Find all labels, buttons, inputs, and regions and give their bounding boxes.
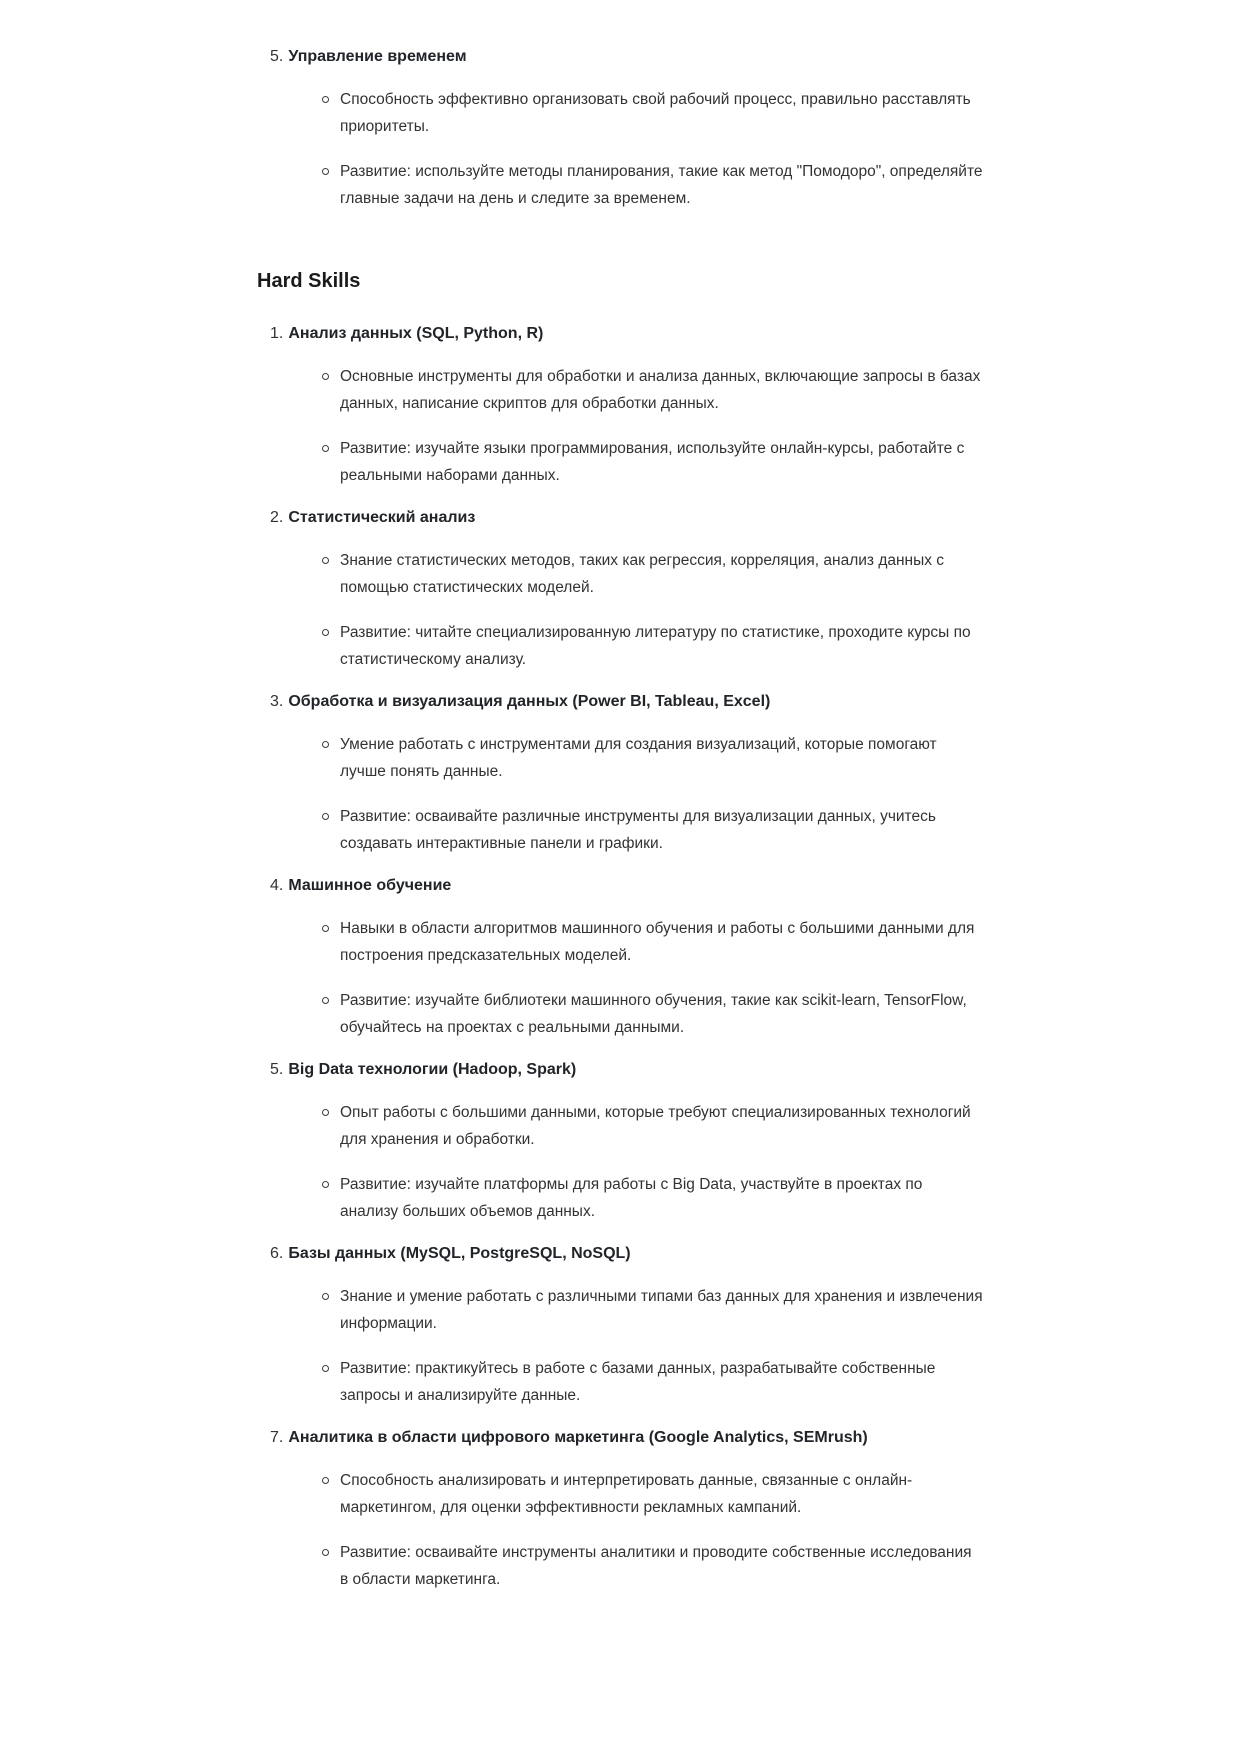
circle-bullet-icon [322, 741, 329, 748]
list-item-title-row [257, 1424, 983, 1451]
bullet-text: Основные инструменты для обработки и анализа данных, включающие запросы в базах данных, написание скриптов для обработки данных. [340, 368, 981, 412]
circle-bullet-icon [322, 1477, 329, 1484]
circle-bullet-icon [322, 629, 329, 636]
circle-bullet-icon [322, 1365, 329, 1372]
item-title-text: Аналитика в области цифрового маркетинга (Google Analytics, SEMrush) [288, 1429, 868, 1446]
hard-skills-list [257, 320, 983, 1593]
bullet-item [257, 803, 983, 857]
circle-bullet-icon [322, 813, 329, 820]
bullet-text: Развитие: осваивайте инструменты аналитики и проводите собственные исследования в области маркетинга. [340, 1544, 972, 1588]
item-title-text: Статистический анализ [288, 509, 476, 526]
item-number: 6. [270, 1245, 284, 1262]
bullet-item [257, 731, 983, 785]
circle-bullet-icon [322, 373, 329, 380]
bullet-item [257, 1171, 983, 1225]
bullet-text: Развитие: изучайте платформы для работы с Big Data, участвуйте в проектах по анализу больших объемов данных. [340, 1176, 923, 1220]
circle-bullet-icon [322, 445, 329, 452]
bullet-text: Развитие: изучайте языки программирования, используйте онлайн-курсы, работайте с реальными наборами данных. [340, 440, 965, 484]
bullet-text: Знание и умение работать с различными типами баз данных для хранения и извлечения информации. [340, 1288, 983, 1332]
document-content [257, 43, 983, 1608]
bullet-item [257, 1467, 983, 1521]
item-number: 5. [270, 1061, 284, 1078]
bullet-item [257, 1355, 983, 1409]
bullet-item [257, 1539, 983, 1593]
item-title-text: Базы данных (MySQL, PostgreSQL, NoSQL) [288, 1245, 631, 1262]
bullet-item [257, 1283, 983, 1337]
bullet-item [257, 619, 983, 673]
item-title-text: Big Data технологии (Hadoop, Spark) [288, 1061, 577, 1078]
circle-bullet-icon [322, 1293, 329, 1300]
list-item-title-row [257, 1240, 983, 1267]
bullet-item [257, 987, 983, 1041]
item-number: 2. [270, 509, 284, 526]
item-number: 3. [270, 693, 284, 710]
bullet-text: Способность эффективно организовать свой рабочий процесс, правильно расставлять приоритеты. [340, 91, 971, 135]
bullet-list [257, 915, 983, 1041]
item-title-text: Машинное обучение [288, 877, 452, 894]
circle-bullet-icon [322, 1181, 329, 1188]
item-title-text: Обработка и визуализация данных (Power BI, Tableau, Excel) [288, 693, 771, 710]
bullet-list [257, 363, 983, 489]
bullet-list [257, 1467, 983, 1593]
bullet-text: Знание статистических методов, таких как регрессия, корреляция, анализ данных с помощью статистических моделей. [340, 552, 945, 596]
bullet-list [257, 731, 983, 857]
item-number: 7. [270, 1429, 284, 1446]
bullet-text: Умение работать с инструментами для создания визуализаций, которые помогают лучше понять данные. [340, 736, 937, 780]
bullet-text: Развитие: читайте специализированную литературу по статистике, проходите курсы по статистическому анализу. [340, 624, 971, 668]
bullet-text: Способность анализировать и интерпретировать данные, связанные с онлайн-маркетингом, для оценки эффективности рекламных кампаний. [340, 1472, 913, 1516]
list-item-title-row [257, 872, 983, 899]
item-title-text: Управление временем [288, 48, 467, 65]
circle-bullet-icon [322, 925, 329, 932]
bullet-list [257, 1099, 983, 1225]
item-number: 4. [270, 877, 284, 894]
bullet-text: Развитие: изучайте библиотеки машинного обучения, такие как scikit-learn, TensorFlow, обучайтесь на проектах с реальными данными. [340, 992, 967, 1036]
bullet-list [257, 547, 983, 673]
bullet-item [257, 435, 983, 489]
list-item [257, 43, 983, 212]
bullet-item [257, 1099, 983, 1153]
list-item [257, 1056, 983, 1225]
bullet-item [257, 915, 983, 969]
list-item [257, 504, 983, 673]
list-item [257, 872, 983, 1041]
circle-bullet-icon [322, 1109, 329, 1116]
list-item [257, 1240, 983, 1409]
circle-bullet-icon [322, 168, 329, 175]
bullet-list [257, 86, 983, 212]
item-number: 5. [270, 48, 284, 65]
bullet-item [257, 158, 983, 212]
item-title-text: Анализ данных (SQL, Python, R) [288, 325, 544, 342]
list-item-title-row [257, 43, 983, 70]
bullet-text: Развитие: используйте методы планирования, такие как метод "Помодоро", определяйте главные задачи на день и следите за временем. [340, 163, 983, 207]
circle-bullet-icon [322, 1549, 329, 1556]
bullet-text: Навыки в области алгоритмов машинного обучения и работы с большими данными для построения предсказательных моделей. [340, 920, 975, 964]
list-item-title-row [257, 1056, 983, 1083]
bullet-list [257, 1283, 983, 1409]
bullet-item [257, 547, 983, 601]
hard-skills-heading: Hard Skills [257, 270, 361, 292]
circle-bullet-icon [322, 96, 329, 103]
circle-bullet-icon [322, 557, 329, 564]
bullet-text: Опыт работы с большими данными, которые требуют специализированных технологий для хранения и обработки. [340, 1104, 971, 1148]
item-number: 1. [270, 325, 284, 342]
bullet-text: Развитие: осваивайте различные инструменты для визуализации данных, учитесь создавать интерактивные панели и графики. [340, 808, 936, 852]
list-item-title-row [257, 320, 983, 347]
list-item [257, 1424, 983, 1593]
bullet-item [257, 86, 983, 140]
list-item [257, 320, 983, 489]
bullet-item [257, 363, 983, 417]
list-item-title-row [257, 688, 983, 715]
bullet-text: Развитие: практикуйтесь в работе с базами данных, разрабатывайте собственные запросы и анализируйте данные. [340, 1360, 936, 1404]
intro-list [257, 43, 983, 212]
circle-bullet-icon [322, 997, 329, 1004]
list-item [257, 688, 983, 857]
list-item-title-row [257, 504, 983, 531]
